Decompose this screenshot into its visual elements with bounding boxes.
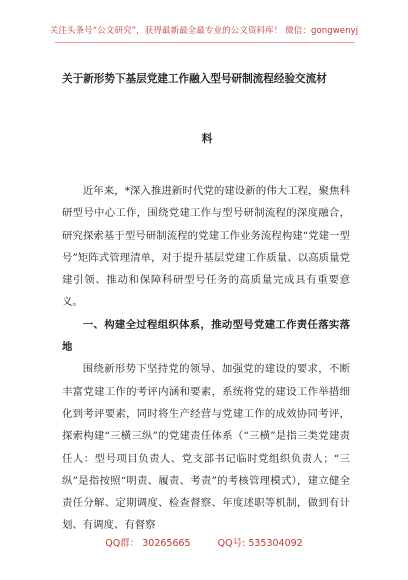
- qq-number: QQ号: 535304092: [217, 538, 303, 549]
- promo-banner: 关注头条号“公文研究”，获得最新最全最专业的公文资料库！ 微信：gongwenyj: [49, 26, 359, 36]
- section-heading-1: 一、构建全过程组织体系，推动型号党建工作责任落实落地: [62, 318, 350, 354]
- body-paragraph-2: 围绕新形势下坚持党的领导、加强党的建设的要求，不断丰富党建工作的考评内涵和要素，系统将党的建设工作举措细化到考评要素，同时将生产经营与党建工作的成效协同考评，探索构建“三横三纵”的党建责任体系（“三横”是指三类党建责任人：型号项目负责人、党支部书记临时党组织负责人；“三纵”是指按照“明责、履责、考责”的考核管理模式），建立健全责任分解、定期调度、检查督察、年度述职等机制，做到有计划、有调度、有督察: [62, 363, 350, 532]
- footer-contact: [0, 535, 408, 549]
- document-body: [62, 180, 350, 537]
- header-divider: [55, 42, 355, 43]
- intro-paragraph: 近年来，*深入推进新时代党的建设新的伟大工程，聚焦科研型号中心工作，围绕党建工作与型号研制流程的深度融合，研究探索基于型号研制流程的党建工作业务流程构建“党建一型号”矩阵式管理清单，对于提升基层党建工作质量、以高质量党建引领、推动和保障科研型号任务的高质量完成具有重要意义。: [62, 185, 350, 309]
- title-line-1: 关于新形势下基层党建工作融入型号研制流程经验交流材: [62, 73, 327, 85]
- document-title: [62, 64, 352, 154]
- qq-group: QQ群： 30265665: [105, 538, 191, 549]
- title-line-2: 料: [201, 133, 213, 145]
